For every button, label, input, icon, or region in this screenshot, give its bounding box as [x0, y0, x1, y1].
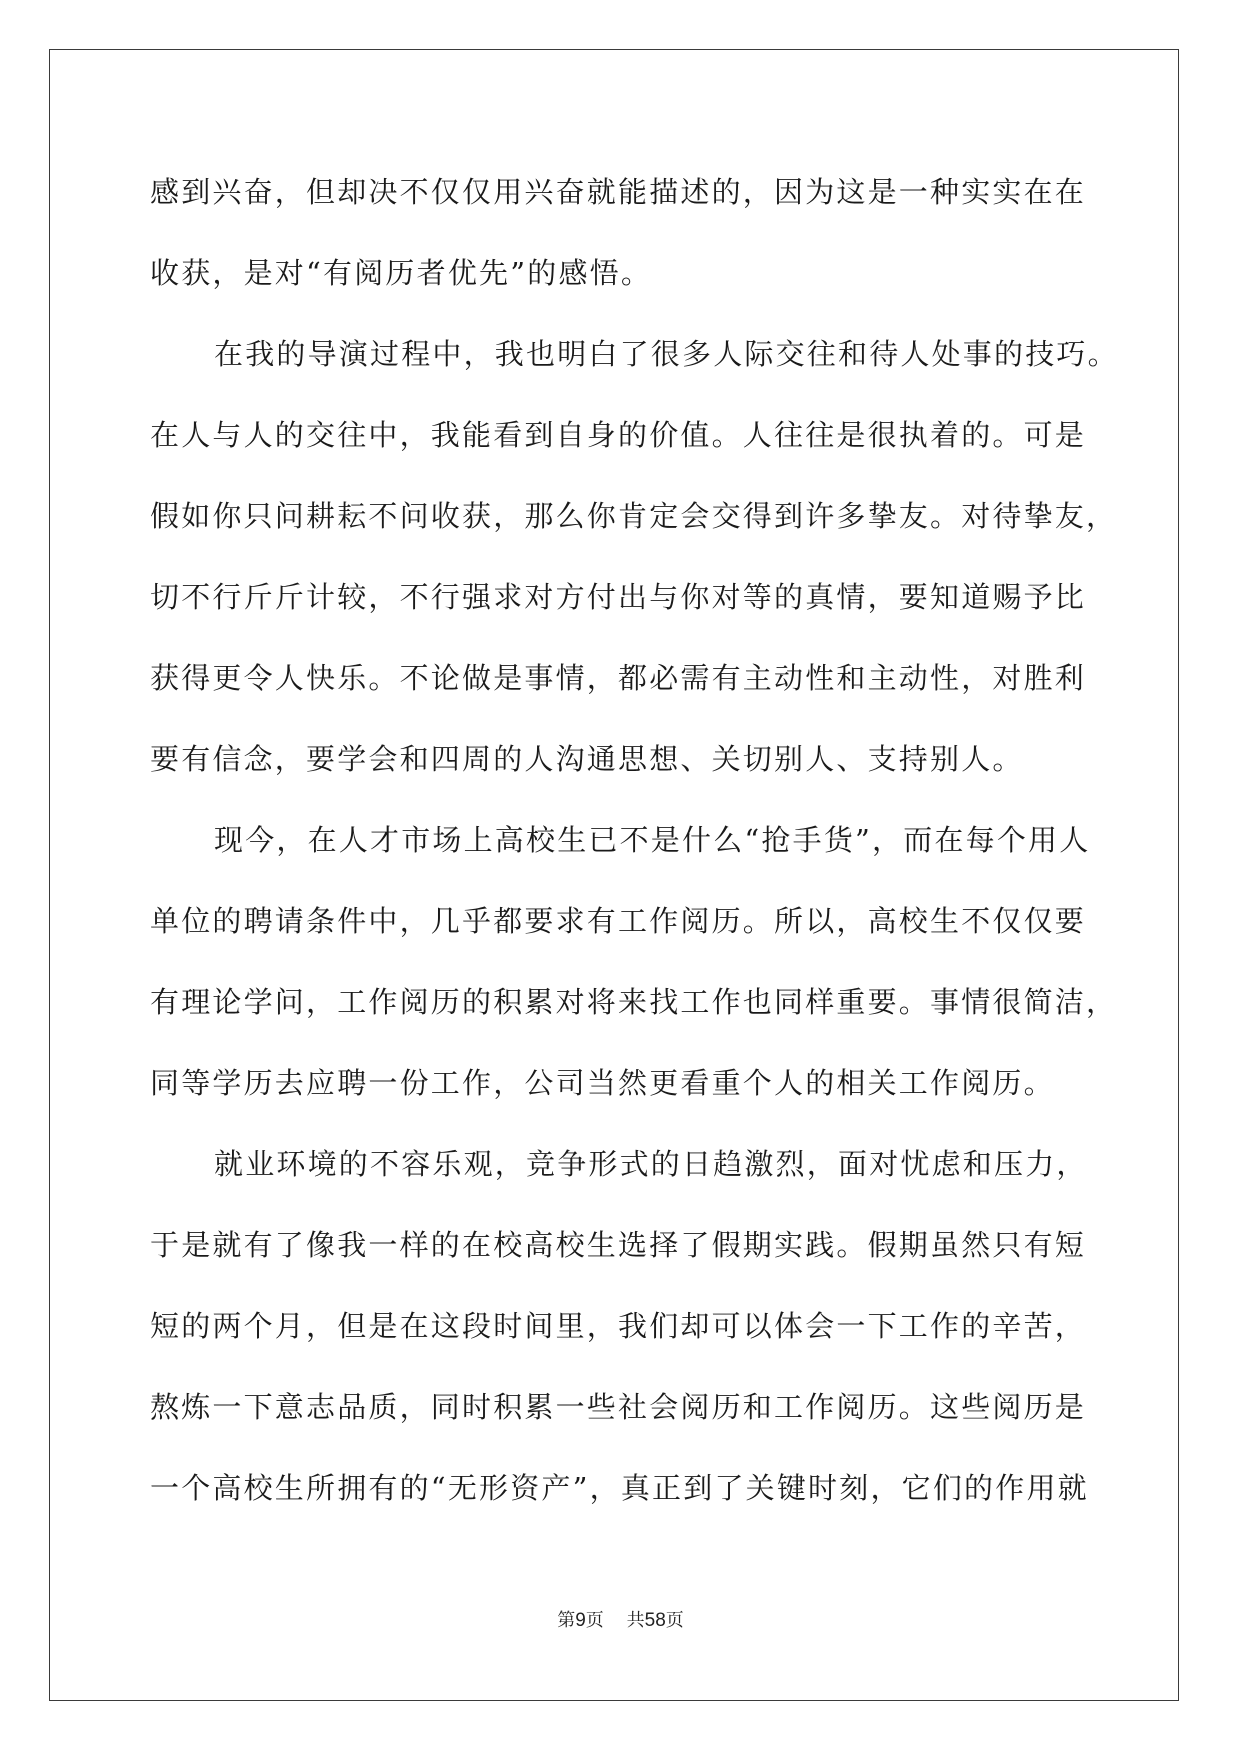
text-line: 获得更令人快乐。不论做是事情，都必需有主动性和主动性，对胜利	[150, 661, 1087, 695]
text-line: 收获，是对“有阅历者优先”的感悟。	[150, 256, 653, 290]
total-pages-number: 58	[644, 1610, 666, 1631]
text-line: 现今，在人才市场上高校生已不是什么“抢手货”，而在每个用人	[214, 823, 1091, 857]
text-line: 有理论学问，工作阅历的积累对将来找工作也同样重要。事情很简洁，	[150, 985, 1118, 1019]
text-line: 单位的聘请条件中，几乎都要求有工作阅历。所以，高校生不仅仅要	[150, 904, 1087, 938]
text-line: 切不行斤斤计较，不行强求对方付出与你对等的真情，要知道赐予比	[150, 580, 1087, 614]
text-line: 要有信念，要学会和四周的人沟通思想、关切别人、支持别人。	[150, 742, 1024, 776]
text-line: 就业环境的不容乐观，竞争形式的日趋激烈，面对忧虑和压力，	[214, 1147, 1088, 1181]
footer-page-suffix: 页	[585, 1610, 604, 1631]
text-line: 短的两个月，但是在这段时间里，我们却可以体会一下工作的辛苦，	[150, 1309, 1087, 1343]
text-line: 在我的导演过程中，我也明白了很多人际交往和待人处事的技巧。	[214, 337, 1119, 371]
text-line: 感到兴奋，但却决不仅仅用兴奋就能描述的，因为这是一种实实在在	[150, 175, 1087, 209]
footer-prefix: 第	[557, 1610, 576, 1631]
text-line: 同等学历去应聘一份工作，公司当然更看重个人的相关工作阅历。	[150, 1066, 1055, 1100]
current-page-number: 9	[575, 1610, 586, 1631]
footer-total-suffix: 页	[665, 1610, 684, 1631]
page-footer	[0, 1606, 1241, 1632]
text-line: 假如你只问耕耘不问收获，那么你肯定会交得到许多挚友。对待挚友，	[150, 499, 1118, 533]
text-line: 熬炼一下意志品质，同时积累一些社会阅历和工作阅历。这些阅历是	[150, 1390, 1087, 1424]
footer-total-prefix: 共	[626, 1610, 645, 1631]
text-line: 一个高校生所拥有的“无形资产”，真正到了关键时刻，它们的作用就	[150, 1471, 1089, 1505]
text-line: 于是就有了像我一样的在校高校生选择了假期实践。假期虽然只有短	[150, 1228, 1087, 1262]
document-body	[150, 152, 1119, 1529]
text-line: 在人与人的交往中，我能看到自身的价值。人往往是很执着的。可是	[150, 418, 1087, 452]
